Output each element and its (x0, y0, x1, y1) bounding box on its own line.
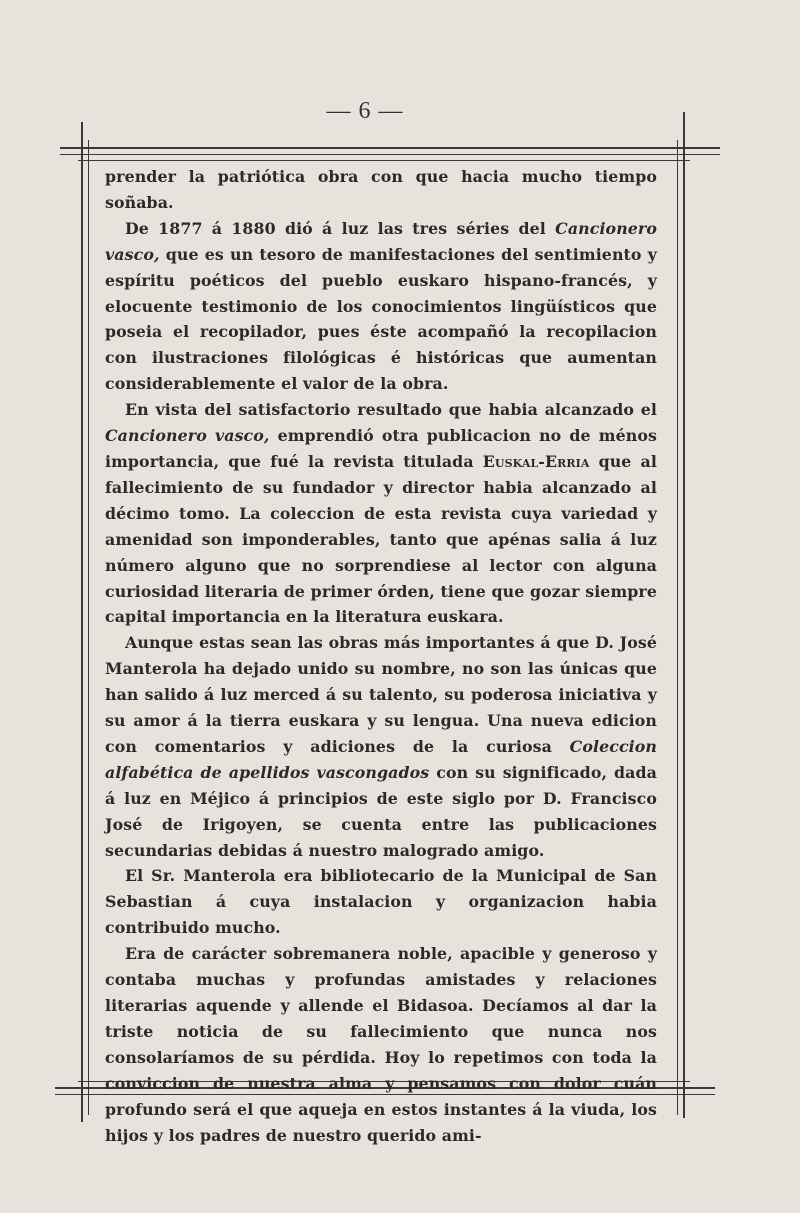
right-rule (683, 112, 685, 1118)
left-rule-inner (88, 140, 89, 1115)
paragraph-text: que es un tesoro de manifestaciones del sentimiento y espíritu poéticos del pueblo euskaro hispano-francés, y elocuente testimonio de los conocimientos lingüísticos que poseia el recopilador, pues éste acompañó la recopilacion con ilustraciones filológicas é históricas que aumentan considerablemente el valor de la obra. (105, 244, 657, 394)
work-title: Cancionero vasco, (105, 426, 270, 446)
top-rule (60, 147, 720, 149)
paragraph-text: con su significado, dada á luz en Méjico á principios de este siglo por D. Francisco José de Irigoyen, se cuenta entre las publicaciones secundarias debidas á nuestro malogrado amigo. (105, 762, 657, 860)
right-rule-inner (677, 140, 678, 1115)
top-rule-inner (60, 154, 720, 155)
paragraph-text: prender la patriótica obra con que hacia mucho tiempo soñaba. (105, 167, 657, 212)
paragraph-text: El Sr. Manterola era bibliotecario de la Municipal de San Sebastian á cuya instalacion y organizacion habia contribuido mucho. (105, 866, 657, 938)
work-title: Coleccion alfabética de apellidos vascongados (105, 736, 657, 782)
paragraph-text: En vista del satisfactorio resultado que habia alcanzado el (125, 400, 657, 420)
paragraph-continuation (105, 164, 657, 216)
journal-title: Euskal-Erria (482, 451, 590, 471)
page-body (105, 164, 657, 1145)
work-title: Cancionero vasco, (105, 218, 657, 264)
paragraph-text: Aunque estas sean las obras más importantes á que D. José Manterola ha dejado unido su nombre, no son las únicas que han salido á luz merced á su talento, su poderosa iniciativa y su amor á la tierra euskara y su lengua. Una nueva edicion con comentarios y adiciones de la curiosa (105, 633, 657, 756)
paragraph-euskal-erria (105, 397, 657, 630)
top-rule-inner-2 (78, 160, 690, 161)
paragraph-cancionero (105, 216, 657, 397)
paragraph-text: Era de carácter sobremanera noble, apacible y generoso y contaba muchas y profundas amistades y relaciones literarias aquende y allende el Bidasoa. Decíamos al dar la triste noticia de su fallecimiento que nunca nos consolaríamos de su pérdida. Hoy lo repetimos con toda la conviccion de nuestra alma y pensamos con dolor cuán profundo será el que aqueja en estos instantes á la viuda, los hijos y los padres de nuestro querido ami- (105, 944, 657, 1145)
paragraph-text: emprendió otra publicacion no de ménos importancia, que fué la revista titulada (105, 426, 657, 471)
page-number: — 6 — (326, 98, 404, 124)
paragraph-text: De 1877 á 1880 dió á luz las tres séries del (125, 218, 556, 238)
left-rule (81, 122, 83, 1122)
paragraph-character (105, 941, 657, 1148)
paragraph-other-works (105, 630, 657, 863)
paragraph-text: que al fallecimiento de su fundador y director habia alcanzado al décimo tomo. La coleccion de esta revista cuya variedad y amenidad son imponderables, tanto que apénas salia á luz número alguno que no sorprendiese al lector con alguna curiosidad literaria de primer órden, tiene que gozar siempre capital importancia en la literatura euskara. (105, 451, 657, 627)
paragraph-librarian (105, 863, 657, 941)
